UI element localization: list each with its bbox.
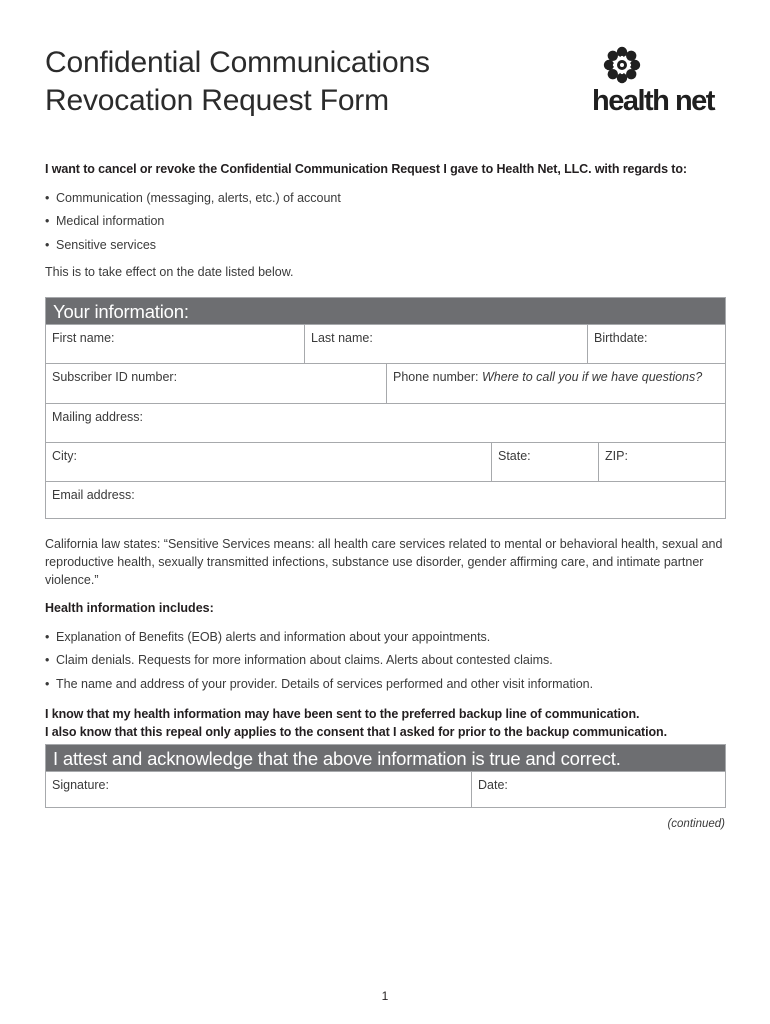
last-name-field[interactable]: Last name: <box>304 325 587 363</box>
first-name-field[interactable]: First name: <box>52 331 115 345</box>
phone-label: Phone number: <box>393 370 482 384</box>
mailing-address-row <box>46 403 725 442</box>
phone-hint: Where to call you if we have questions? <box>481 370 703 384</box>
list-item: • Communication (messaging, alerts, etc.) of account <box>45 190 341 213</box>
list-item: • Sensitive services <box>45 237 341 260</box>
subscriber-id-field[interactable]: Subscriber ID number: <box>52 370 178 384</box>
continued-note: (continued) <box>667 818 725 830</box>
logo-wordmark: health net. <box>592 85 716 117</box>
date-field[interactable]: Date: <box>471 772 725 807</box>
list-item: • Claim denials. Requests for more information about claims. Alerts about contested claims. <box>45 652 593 675</box>
email-row <box>46 481 725 519</box>
list-item: • Medical information <box>45 213 341 236</box>
effective-date-note: This is to take effect on the date listed below. <box>45 265 294 279</box>
city-field[interactable]: City: <box>52 449 77 463</box>
list-item: • Explanation of Benefits (EOB) alerts and information about your appointments. <box>45 629 593 652</box>
acknowledgement-line-2: I also know that this repeal only applies to the consent that I asked for prior to the backup communication. <box>45 725 667 739</box>
california-law-text: California law states: “Sensitive Services means: all health care services related to mental or behavioral health, sexual and reproductive health, sexually transmitted infections, substance use disorder, gender affirming care, and intimate partner violence.” <box>45 537 723 587</box>
city-state-zip-row <box>46 442 725 481</box>
acknowledgement-line-1: I know that my health information may have been sent to the preferred backup line of communication. <box>45 707 640 721</box>
attestation-heading: I attest and acknowledge that the above information is true and correct. <box>46 745 725 771</box>
signature-row <box>46 771 725 807</box>
health-info-list <box>45 629 593 699</box>
page-title <box>45 44 525 120</box>
intro-statement: I want to cancel or revoke the Confidential Communication Request I gave to Health Net, LLC. with regards to: <box>45 162 687 176</box>
revocation-scope-list <box>45 190 341 260</box>
acknowledgement-text <box>45 705 667 741</box>
phone-number-field[interactable] <box>386 364 725 403</box>
signature-field[interactable]: Signature: <box>52 778 109 792</box>
health-net-logo <box>590 45 730 120</box>
mailing-address-field[interactable]: Mailing address: <box>52 410 144 424</box>
health-info-heading: Health information includes: <box>45 601 214 615</box>
your-information-heading: Your information: <box>46 298 725 324</box>
list-item: • The name and address of your provider. Details of services performed and other visit information. <box>45 676 593 699</box>
health-net-flower-icon <box>602 45 642 85</box>
attestation-section <box>45 744 726 808</box>
zip-field[interactable]: ZIP: <box>598 443 725 481</box>
name-row <box>46 324 725 363</box>
birthdate-field[interactable]: Birthdate: <box>587 325 725 363</box>
your-information-section <box>45 297 726 519</box>
state-field[interactable]: State: <box>491 443 598 481</box>
page-number: 1 <box>381 989 389 1003</box>
title-line-2: Revocation Request Form <box>45 84 389 117</box>
id-phone-row <box>46 363 725 403</box>
title-line-1: Confidential Communications <box>45 46 430 79</box>
email-address-field[interactable]: Email address: <box>52 488 135 502</box>
